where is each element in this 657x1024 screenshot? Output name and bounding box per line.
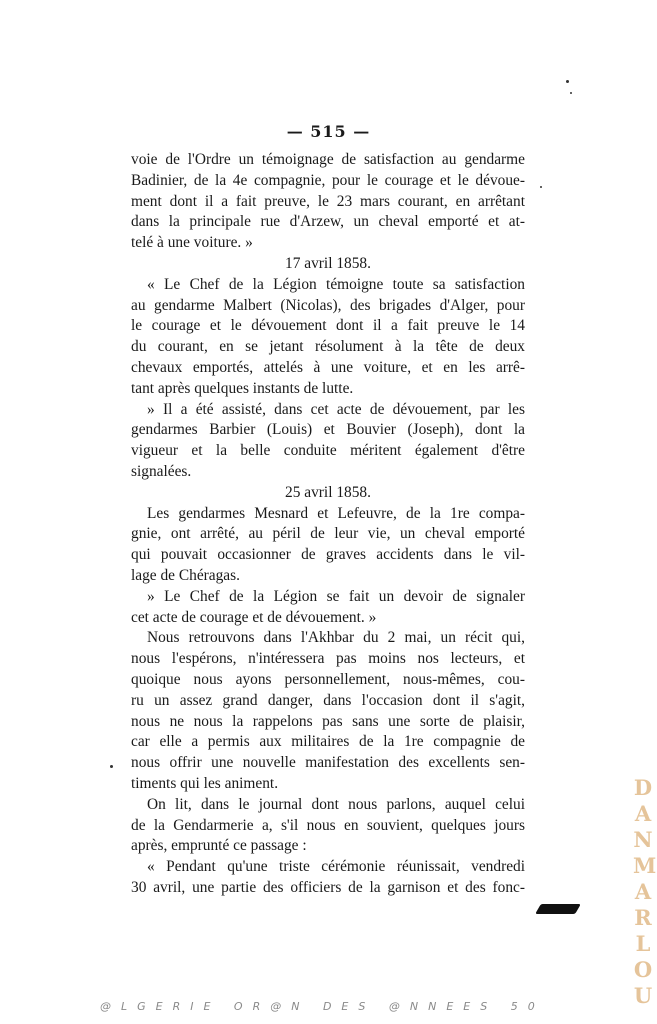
text-line: le courage et le dévouement dont il a fait preuve le 14 (131, 317, 525, 335)
side-stamp-letter: A (634, 879, 652, 904)
side-stamp-letter: U (633, 983, 653, 1008)
text-line: tant après quelques instants de lutte. (131, 379, 354, 397)
text-line: ru un assez grand danger, dans l'occasion dont il s'agit, (131, 691, 525, 709)
text-line: lage de Chéragas. (131, 566, 240, 584)
text-line: après, emprunté ce passage : (131, 837, 307, 855)
side-stamp-letter: M (633, 853, 657, 878)
text-line: telé à une voiture. » (131, 234, 253, 252)
text-line: gnie, ont arrêté, au péril de leur vie, un cheval emporté (131, 525, 525, 543)
text-line: au gendarme Malbert (Nicolas), des brigades d'Alger, pour (131, 296, 525, 314)
side-stamp-letter: D (633, 775, 653, 800)
side-stamp (633, 775, 657, 1009)
text-line: gendarmes Barbier (Louis) et Bouvier (Joseph), dont la (131, 421, 525, 439)
text-line: « Le Chef de la Légion témoigne toute sa satisfaction (147, 275, 525, 293)
text-line: chevaux emportés, attelés à une voiture, et en les arrê- (131, 358, 525, 376)
text-line: « Pendant qu'une triste cérémonie réunissait, vendredi (147, 858, 525, 876)
text-line: voie de l'Ordre un témoignage de satisfaction au gendarme (131, 151, 525, 168)
footer-watermark: @LGERIE OR@N DES @NNEES 50 (100, 1000, 545, 1013)
text-line: » Le Chef de la Légion se fait un devoir de signaler (147, 587, 525, 605)
ink-speck (570, 92, 572, 94)
text-line: signalées. (131, 462, 192, 480)
ink-speck (110, 765, 113, 768)
text-line: dans la principale rue d'Arzew, un cheval emporté et at- (131, 213, 525, 231)
ink-speck (566, 80, 569, 83)
text-line: 30 avril, une partie des officiers de la garnison et des fonc- (131, 878, 525, 896)
side-stamp-letter: A (634, 801, 652, 826)
text-line: nous offrir une nouvelle manifestation des excellents sen- (131, 754, 525, 772)
side-stamp-letter: N (633, 827, 653, 852)
text-line: » Il a été assisté, dans cet acte de dévouement, par les (147, 400, 525, 418)
text-line: quoique nous ayons personnellement, nous-mêmes, cou- (131, 670, 525, 688)
text-line: Badinier, de la 4e compagnie, pour le courage et le dévoue- (131, 171, 525, 189)
body-text (131, 150, 525, 899)
text-line: nous ne nous la rappelons pas sans une sorte de plaisir, (131, 712, 525, 730)
ink-smudge (535, 904, 581, 914)
ink-speck (540, 186, 542, 188)
text-line: Les gendarmes Mesnard et Lefeuvre, de la 1re compa- (147, 504, 525, 522)
date-heading: 17 avril 1858. (285, 254, 371, 272)
side-stamp-letter: L (635, 931, 651, 956)
text-line: de la Gendarmerie a, s'il nous en souvient, quelques jours (131, 816, 525, 834)
text-line: vigueur et la belle conduite méritent également d'être (131, 442, 525, 460)
text-line: On lit, dans le journal dont nous parlons, auquel celui (147, 795, 525, 813)
text-line: ment dont il a fait preuve, le 23 mars courant, en arrêtant (131, 192, 525, 210)
text-line: car elle a permis aux militaires de la 1re compagnie de (131, 733, 525, 751)
text-line: nous l'espérons, n'intéressera pas moins nos lecteurs, et (131, 650, 525, 668)
text-line: du courant, en se jetant résolument à la tête de deux (131, 338, 525, 356)
text-line: Nous retrouvons dans l'Akhbar du 2 mai, un récit qui, (147, 629, 525, 647)
side-stamp-letter: R (634, 905, 652, 930)
text-line: qui pouvait occasionner de graves accidents dans le vil- (131, 546, 525, 564)
page-number: — 515 — (286, 122, 371, 141)
text-line: timents qui les animent. (131, 774, 279, 792)
text-line: cet acte de courage et de dévouement. » (131, 608, 377, 626)
side-stamp-letter: O (633, 957, 653, 982)
date-heading: 25 avril 1858. (285, 483, 371, 501)
